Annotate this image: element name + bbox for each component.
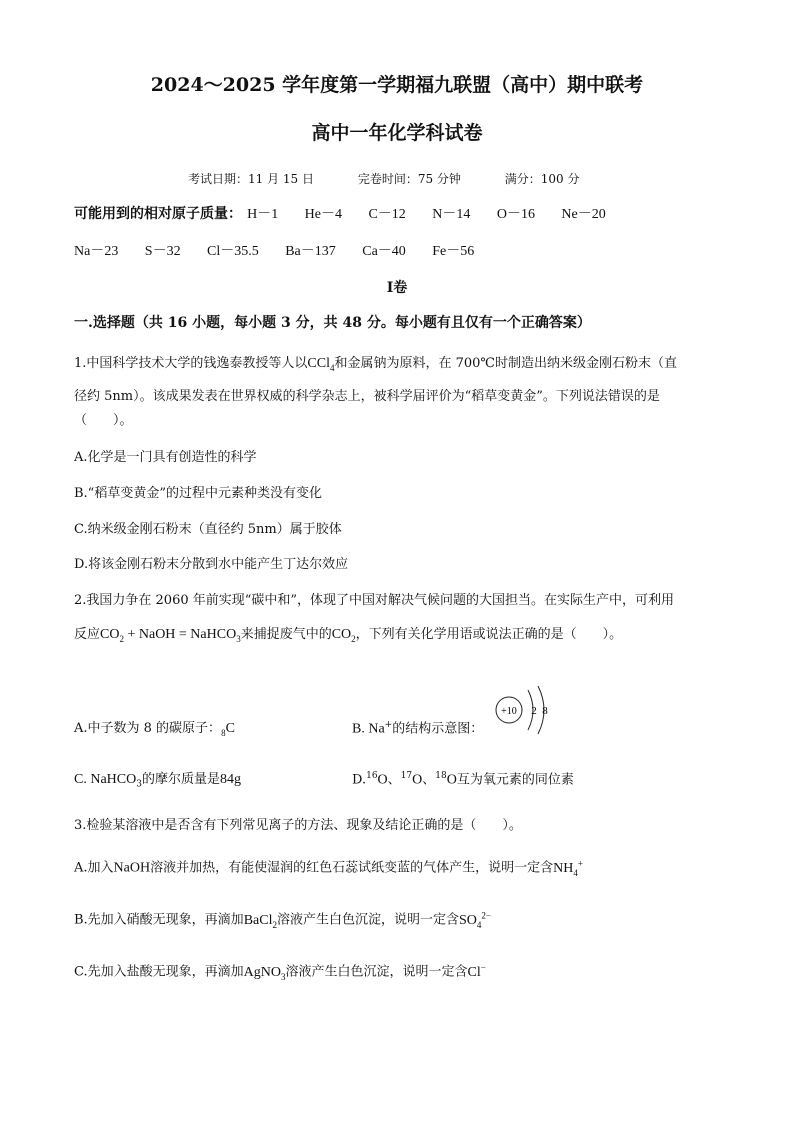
q2-option-a (74, 720, 235, 739)
carbon-isotope (221, 721, 235, 736)
atomic-mass-item: Ba－137 (285, 244, 336, 259)
reagent (244, 965, 286, 980)
option-text: 溶液产生白色沉淀，说明一定含 (285, 964, 468, 980)
option-text: D. (352, 772, 367, 788)
q2-option-c (74, 771, 241, 791)
q3-option-b (74, 910, 491, 931)
reagent (244, 913, 277, 928)
option-text: C. NaHCO (74, 772, 137, 787)
q1-option-b: B.“稻草变黄金”的过程中元素种类没有变化 (74, 486, 322, 501)
q1-line2: 径约 5nm）。该成果发表在世界权威的科学杂志上，被科学届评价为“稻草变黄金”。下列说法错误的是 (74, 389, 660, 404)
atomic-mass-item: C－12 (368, 207, 406, 222)
separator: 、 (422, 772, 436, 788)
ion-subscript: 4 (476, 919, 482, 930)
reagent-symbol: BaCl (243, 912, 273, 928)
atomic-mass-row1 (74, 203, 628, 223)
atomic-mass-item: O－16 (496, 207, 535, 222)
option-text: 溶液产生白色沉淀，说明一定含 (276, 912, 459, 928)
oxygen-symbol: O (412, 772, 423, 788)
ion-symbol: NH (553, 860, 574, 876)
ion-charge: + (384, 720, 393, 730)
q2-text: ，下列有关化学用语或说法正确的是（ ）。 (355, 627, 623, 642)
q2-text: 来捕捉废气中的 (240, 627, 332, 642)
molar-mass-value: 84g (219, 772, 241, 787)
atomic-mass-item: Ca－40 (362, 244, 406, 259)
q3-option-c (74, 962, 486, 983)
ion-symbol: SO (458, 912, 477, 928)
q1-line1 (74, 355, 677, 374)
formula-text: CO (100, 627, 120, 642)
option-text: 互为氧元素的同位素 (456, 772, 574, 788)
oxygen-symbol: O (377, 772, 388, 788)
atomic-mass-item: N－14 (432, 207, 471, 222)
shell-1-count: 2 (531, 705, 537, 717)
atomic-mass-item: Cl－35.5 (207, 244, 259, 259)
q2-line1: 2.我国力争在 2060 年前实现“碳中和”，体现了中国对解决气候问题的大国担当。在实际生产中，可利用 (74, 593, 675, 608)
atomic-mass-item: Na－23 (74, 244, 119, 259)
q2-co2 (332, 627, 356, 642)
atomic-mass-item: H－1 (247, 207, 279, 222)
option-text: B. Na (352, 721, 385, 737)
atomic-mass-row2 (74, 240, 496, 260)
q2-text: 反应 (74, 627, 101, 642)
atomic-mass-values-1 (247, 206, 628, 222)
atomic-mass-item: He－4 (304, 207, 342, 222)
formula-subscript: 2 (119, 633, 124, 644)
q1-text: 和金属钠为原料，在 700℃时制造出纳米级金刚石粉末（直 (334, 356, 677, 371)
atomic-mass-item: Ne－20 (561, 207, 606, 222)
option-text: 的摩尔质量是 (141, 772, 220, 787)
reagent-subscript: 2 (272, 919, 277, 930)
sodium-ion-structure-diagram (494, 682, 564, 738)
mass-number: 18 (435, 771, 447, 781)
ion-symbol: Cl (467, 964, 481, 980)
formula-subscript: 2 (351, 633, 356, 644)
ion-charge: − (480, 962, 486, 972)
q1-line3: （ ）。 (74, 413, 133, 428)
atomic-mass-item: S－32 (144, 244, 181, 259)
q1-option-d: D.将该金刚石粉末分散到水中能产生丁达尔效应 (74, 557, 349, 572)
reagent: NaOH (113, 860, 151, 876)
q2-option-b (352, 720, 483, 739)
formula-subscript: 3 (136, 779, 142, 790)
q1-formula (307, 356, 334, 371)
option-text: A.中子数为 8 的碳原子： (74, 721, 222, 736)
q1-option-c: C.纳米级金刚石粉末（直径约 5nm）属于胶体 (74, 522, 342, 537)
q2-equation (100, 627, 241, 642)
ion-charge: 2− (481, 910, 491, 920)
volume-heading: Ⅰ卷 (386, 280, 408, 296)
q1-option-a: A.化学是一门具有创造性的科学 (74, 450, 257, 465)
option-text: 溶液并加热，有能使湿润的红色石蕊试纸变蓝的气体产生，说明一定含 (150, 860, 554, 876)
exam-date: 考试日期：11 月 15 日 (188, 172, 314, 186)
formula-text: CCl (307, 356, 330, 371)
ion-subscript: 4 (573, 867, 578, 878)
mass-number: 17 (400, 771, 413, 781)
section-heading: 一.选择题（共 16 小题，每小题 3 分，共 48 分。每小题有且仅有一个正确答案） (74, 315, 591, 331)
formula-subscript: 3 (236, 633, 241, 644)
formula-text: CO (331, 627, 352, 642)
oxygen-symbol: O (446, 772, 457, 788)
exam-duration: 完卷时间：75 分钟 (357, 172, 461, 186)
q1-text: 1.中国科学技术大学的钱逸泰教授等人以 (74, 356, 308, 371)
isotope-subscript: 8 (221, 727, 226, 738)
exam-subtitle: 高中一年化学科试卷 (311, 122, 483, 144)
atomic-mass-item: Fe－56 (432, 244, 475, 259)
q3-option-a (74, 858, 583, 879)
ammonium-ion (553, 858, 583, 878)
nucleus-charge: +10 (501, 706, 517, 717)
isotope-symbol: C (225, 721, 235, 736)
formula-text: + NaOH = NaHCO (123, 627, 237, 642)
mass-number: 16 (366, 771, 378, 781)
exam-title: 2024～2025 学年度第一学期福九联盟（高中）期中联考 (150, 74, 644, 96)
shell-2-count: 8 (542, 705, 548, 717)
option-text: B.先加入硝酸无现象，再滴加 (74, 912, 244, 928)
reagent-symbol: AgNO (243, 964, 281, 980)
reagent-subscript: 3 (280, 971, 286, 982)
ion-charge: + (577, 858, 583, 868)
formula-subscript: 4 (329, 362, 335, 373)
sulfate-ion (458, 910, 491, 930)
atomic-mass-label: 可能用到的相对原子质量： (74, 206, 242, 222)
separator: 、 (387, 772, 401, 788)
chloride-ion (467, 962, 486, 980)
q3-stem: 3.检验某溶液中是否含有下列常见离子的方法、现象及结论正确的是（ ）。 (74, 818, 522, 833)
option-text: A.加入 (74, 860, 114, 876)
exam-full-score: 满分：100 分 (504, 172, 580, 186)
option-text: C.先加入盐酸无现象，再滴加 (74, 964, 244, 980)
exam-info (188, 170, 619, 187)
option-text: 的结构示意图： (392, 721, 484, 737)
q2-option-d (352, 771, 574, 790)
q2-line2 (74, 626, 622, 645)
